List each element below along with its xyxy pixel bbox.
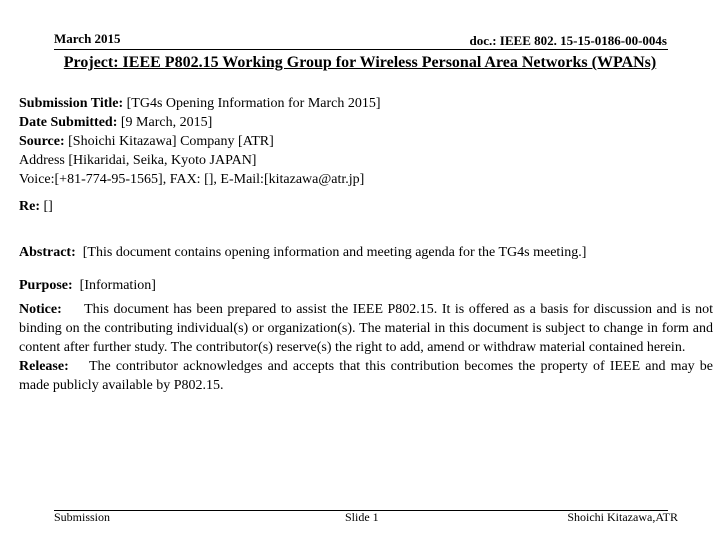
header-divider — [54, 49, 668, 50]
notice-label: Notice: — [19, 302, 62, 317]
submission-title-line — [19, 94, 713, 113]
contact-line: Voice:[+81-774-95-1565], FAX: [], E-Mail:[kitazawa@atr.jp] — [19, 172, 365, 187]
purpose-label: Purpose: — [19, 278, 73, 293]
re-label: Re: — [19, 199, 40, 214]
header-doc-number: doc.: IEEE 802. 15-15-0186-00-004s — [469, 33, 667, 48]
date-submitted-label: Date Submitted: — [19, 115, 118, 130]
release-label: Release: — [19, 359, 69, 374]
release-text: The contributor acknowledges and accepts that this contribution becomes the property of IEEE and may be made publicly available by P802.15. — [19, 359, 713, 393]
submission-title-value: [TG4s Opening Information for March 2015] — [126, 96, 381, 111]
purpose-text: [Information] — [79, 278, 156, 293]
address-line: Address [Hikaridai, Seika, Kyoto JAPAN] — [19, 153, 257, 168]
abstract-line — [19, 243, 713, 262]
submission-title-label: Submission Title: — [19, 96, 124, 111]
submission-block — [19, 94, 713, 189]
notice-block — [19, 300, 713, 395]
notice-paragraph — [19, 300, 713, 357]
release-paragraph — [19, 357, 713, 395]
re-line — [19, 197, 713, 216]
date-submitted-value: [9 March, 2015] — [120, 115, 213, 130]
footer-author: Shoichi Kitazawa,ATR — [567, 510, 678, 524]
re-value: [] — [43, 199, 53, 214]
date-submitted-line — [19, 113, 713, 132]
source-value: [Shoichi Kitazawa] Company [ATR] — [68, 134, 274, 149]
footer-slide-number: Slide 1 — [345, 510, 379, 524]
header-date: March 2015 — [54, 31, 121, 46]
abstract-text: [This document contains opening information and meeting agenda for the TG4s meeting.] — [82, 245, 587, 260]
abstract-label: Abstract: — [19, 245, 76, 260]
footer-submission: Submission — [54, 510, 111, 524]
project-title: Project: IEEE P802.15 Working Group for Wireless Personal Area Networks (WPANs) — [63, 54, 657, 71]
purpose-line — [19, 276, 713, 295]
source-label: Source: — [19, 134, 65, 149]
notice-text: This document has been prepared to assist the IEEE P802.15. It is offered as a basis for discussion and is not binding on the contributing individual(s) or organization(s). The material in this document is subject to change in form and content after further study. The contributor(s) reserve(s) the right to add, amend or withdraw material contained herein. — [19, 302, 713, 355]
source-line — [19, 132, 713, 151]
